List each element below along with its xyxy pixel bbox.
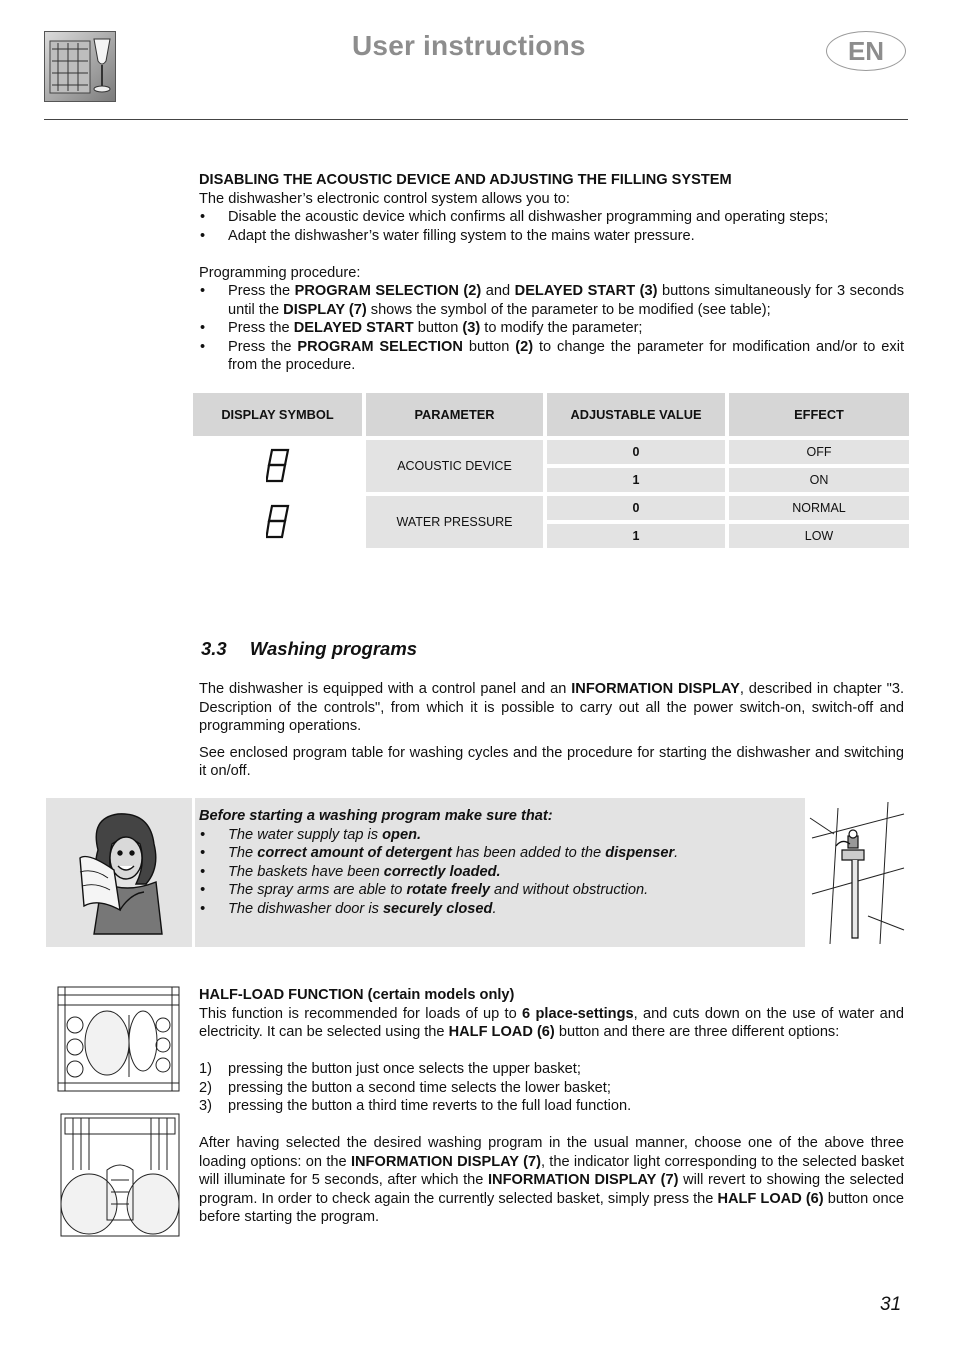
page-title: User instructions — [352, 30, 586, 61]
list-item: • The baskets have been correctly loaded. — [199, 863, 799, 882]
halfload-paragraph: This function is recommended for loads of up to 6 place-settings, and cuts down on the use of water and electricity. It can be selected using the HALF LOAD (6) button and there are three different options: — [199, 1005, 904, 1040]
halfload-heading: HALF-LOAD FUNCTION (certain models only) — [199, 987, 515, 1003]
lower-basket-illustration — [55, 1110, 185, 1242]
value-cell: 0 — [547, 496, 725, 520]
acoustic-intro: The dishwasher’s electronic control system allows you to: — [199, 190, 570, 207]
acoustic-heading: DISABLING THE ACOUSTIC DEVICE AND ADJUSTING THE FILLING SYSTEM — [199, 172, 732, 188]
effect-cell: LOW — [729, 524, 909, 548]
section-paragraph: The dishwasher is equipped with a control panel and an INFORMATION DISPLAY, described in chapter "3. Description of the controls", from which it is possible to carry out all the power switch-on, switch-off and programming operations. — [199, 681, 904, 734]
language-code: EN — [847, 35, 885, 66]
halfload-section — [199, 986, 904, 1227]
header-logo — [44, 31, 116, 102]
list-item: • The correct amount of detergent has been added to the dispenser. — [199, 844, 799, 863]
page-number: 31 — [880, 1294, 902, 1315]
language-badge — [826, 31, 906, 71]
notice-left-panel — [46, 798, 192, 947]
water-tap-illustration — [808, 798, 906, 947]
procedure-label: Programming procedure: — [199, 264, 361, 281]
lower-basket-icon — [55, 1110, 185, 1242]
parameter-cell: WATER PRESSURE — [366, 496, 543, 548]
table-header: DISPLAY SYMBOL — [193, 393, 362, 436]
list-item: • The spray arms are able to rotate freely and without obstruction. — [199, 881, 799, 900]
dishwasher-logo-icon — [44, 31, 116, 102]
water-tap-icon — [808, 798, 906, 947]
list-item: 3) pressing the button a third time reverts to the full load function. — [199, 1098, 632, 1114]
upper-basket-illustration — [55, 985, 182, 1095]
list-item: • Press the PROGRAM SELECTION (2) and DELAYED START (3) buttons simultaneously for 3 seconds until the DISPLAY (7) shows the symbol of the parameter to be modified (see table); — [199, 282, 904, 319]
section-title: Washing programs — [249, 638, 418, 659]
acoustic-section — [199, 171, 904, 375]
list-item: • Press the DELAYED START button (3) to modify the parameter; — [199, 319, 904, 338]
value-cell: 1 — [547, 524, 725, 548]
seven-segment-icon — [266, 504, 290, 540]
notice-content — [199, 807, 799, 918]
value-cell: 1 — [547, 468, 725, 492]
header-rule — [44, 119, 908, 120]
section-paragraph: See enclosed program table for washing cycles and the procedure for starting the dishwasher and switching it on/off. — [199, 744, 904, 779]
section-number: 3.3 — [201, 638, 227, 659]
effect-cell: OFF — [729, 440, 909, 464]
table-header: ADJUSTABLE VALUE — [547, 393, 725, 436]
list-item: • Disable the acoustic device which confirms all dishwasher programming and operating steps; — [199, 208, 904, 227]
list-item: • The dishwasher door is securely closed. — [199, 900, 799, 919]
section-body — [199, 680, 904, 781]
value-cell: 0 — [547, 440, 725, 464]
list-item: • The water supply tap is open. — [199, 826, 799, 845]
woman-reading-manual-icon — [46, 798, 192, 947]
list-item: • Adapt the dishwasher’s water filling system to the mains water pressure. — [199, 227, 904, 246]
list-item: 2) pressing the button a second time selects the lower basket; — [199, 1079, 611, 1096]
section-heading — [201, 638, 417, 660]
parameter-cell: ACOUSTIC DEVICE — [366, 440, 543, 492]
effect-cell: NORMAL — [729, 496, 909, 520]
halfload-paragraph: After having selected the desired washing program in the usual manner, choose one of the above three loading options: on the INFORMATION DISPLAY (7), the indicator light corresponding to the selected basket will illuminate for 5 seconds, after which the INFORMATION DISPLAY (7) will revert to showing the selected program. In order to check again the currently selected basket, simply press the HALF LOAD (6) button once before starting the program. — [199, 1135, 905, 1225]
display-symbol-cell — [193, 440, 362, 492]
list-item: • Press the PROGRAM SELECTION button (2) to change the parameter for modification and/or to exit from the procedure. — [199, 338, 904, 375]
table-header: PARAMETER — [366, 393, 543, 436]
list-item: 1) pressing the button just once selects the upper basket; — [199, 1061, 581, 1077]
seven-segment-icon — [266, 448, 290, 484]
table-header: EFFECT — [729, 393, 909, 436]
upper-basket-icon — [55, 985, 182, 1095]
display-symbol-cell — [193, 496, 362, 548]
effect-cell: ON — [729, 468, 909, 492]
notice-title: Before starting a washing program make sure that: — [199, 808, 553, 824]
